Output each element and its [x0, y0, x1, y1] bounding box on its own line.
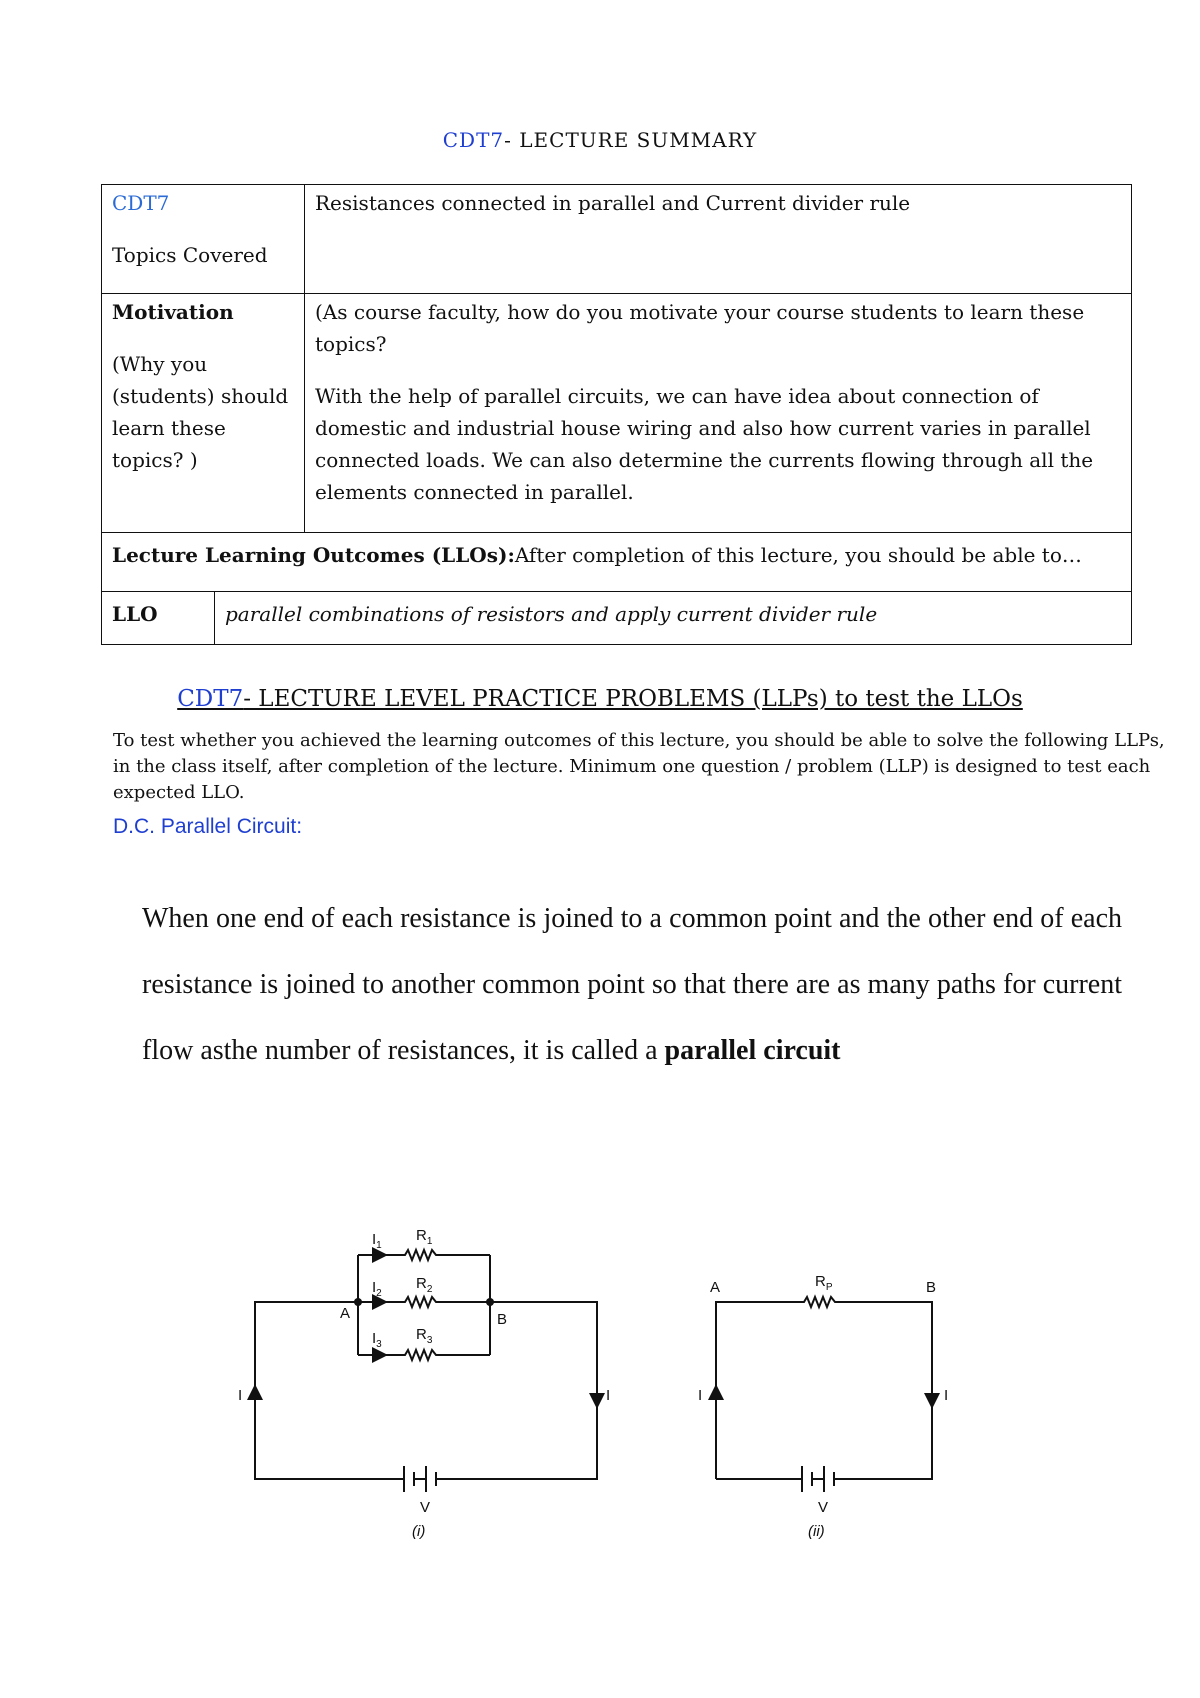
- page-title-code: CDT7: [442, 128, 505, 152]
- node-a-dot: [354, 1298, 362, 1306]
- llo-row: [102, 592, 1132, 645]
- circuit-right-labels: [698, 1273, 948, 1540]
- llos-label: Lecture Learning Outcomes (LLOs):: [112, 543, 515, 567]
- topics-label-cell: [102, 185, 305, 294]
- label-i2: $I_2$: [372, 1279, 382, 1299]
- label-current-right: I: [606, 1387, 611, 1404]
- label-right-node-b: B: [926, 1279, 937, 1296]
- label-r1: $R_1$: [416, 1227, 433, 1247]
- label-right-current-left: I: [698, 1387, 703, 1404]
- label-i1: $I_1$: [372, 1231, 382, 1251]
- llo-inner-table: [102, 592, 1131, 644]
- page-title: [0, 128, 1200, 152]
- motivation-label-cell: [102, 294, 305, 533]
- label-i3: $I_3$: [372, 1330, 382, 1350]
- section-subheading: D.C. Parallel Circuit:: [113, 815, 303, 838]
- label-voltage-right: V: [818, 1499, 829, 1516]
- page-title-rest: - LECTURE SUMMARY: [504, 128, 758, 152]
- motivation-prompt: (As course faculty, how do you motivate your course students to learn these topics?: [315, 300, 1085, 356]
- label-r3: $R_3$: [416, 1326, 433, 1346]
- motivation-row: [102, 294, 1132, 533]
- llo-text: parallel combinations of resistors and apply current divider rule: [225, 602, 878, 626]
- definition-bold-term: parallel circuit: [664, 1035, 841, 1066]
- caption-left: (i): [412, 1523, 426, 1540]
- topics-label: Topics Covered: [112, 243, 268, 267]
- label-r2: $R_2$: [416, 1275, 433, 1295]
- motivation-value-cell: [305, 294, 1132, 533]
- label-right-node-a: A: [710, 1279, 721, 1296]
- label-rp: $R_P$: [815, 1273, 833, 1293]
- practice-intro: To test whether you achieved the learning outcomes of this lecture, you should be able to solve the following LLPs, in the class itself, after completion of the lecture. Minimum one question / problem (LLP) is designed to test each expected LLO.: [113, 730, 1165, 803]
- definition-text: When one end of each resistance is joined to a common point and the other end of each resistance is joined to another common point so that there are as many paths for current flow asthe number of resistances, it is called a: [142, 903, 1122, 1066]
- wire-right-loop: [716, 1297, 932, 1479]
- wire-bottom-left: [255, 1370, 404, 1479]
- parallel-circuit-diagram: [0, 1200, 1200, 1560]
- motivation-text: With the help of parallel circuits, we can have idea about connection of domestic and industrial house wiring and also how current varies in parallel connected loads. We can also determine the currents flowing through all the elements connected in parallel.: [315, 384, 1094, 504]
- label-node-b: B: [497, 1311, 508, 1328]
- node-b-dot: [486, 1298, 494, 1306]
- motivation-sublabel: (Why you (students) should learn these topics? ): [112, 352, 289, 472]
- practice-heading-rest: - LECTURE LEVEL PRACTICE PROBLEMS (LLPs) to test the LLOs: [243, 686, 1023, 712]
- llos-row: [102, 533, 1132, 592]
- practice-heading-code: CDT7: [177, 686, 244, 712]
- llos-cell: [102, 533, 1132, 592]
- label-current-left: I: [238, 1387, 243, 1404]
- label-voltage-left: V: [420, 1499, 431, 1516]
- topics-value-cell: [305, 185, 1132, 294]
- label-node-a: A: [340, 1305, 351, 1322]
- practice-heading: [0, 686, 1200, 712]
- topics-value: Resistances connected in parallel and Current divider rule: [315, 191, 911, 215]
- label-right-current-right: I: [944, 1387, 949, 1404]
- wire-left-top: [255, 1302, 358, 1479]
- parallel-circuit-definition: [142, 886, 1122, 1084]
- motivation-label: Motivation: [112, 300, 234, 324]
- cdt-label: CDT7: [112, 191, 170, 215]
- llo-cell: [102, 592, 1132, 645]
- llo-label: LLO: [102, 592, 215, 644]
- circuit-left-labels: [238, 1227, 610, 1540]
- llos-text: After completion of this lecture, you should be able to…: [514, 543, 1082, 567]
- topics-row: [102, 185, 1132, 294]
- lecture-summary-table: [101, 184, 1132, 645]
- circuit-right: [716, 1297, 932, 1492]
- caption-right: (ii): [808, 1523, 825, 1540]
- wire-bottom-right: [448, 1370, 597, 1479]
- wire-right-top: [490, 1302, 597, 1479]
